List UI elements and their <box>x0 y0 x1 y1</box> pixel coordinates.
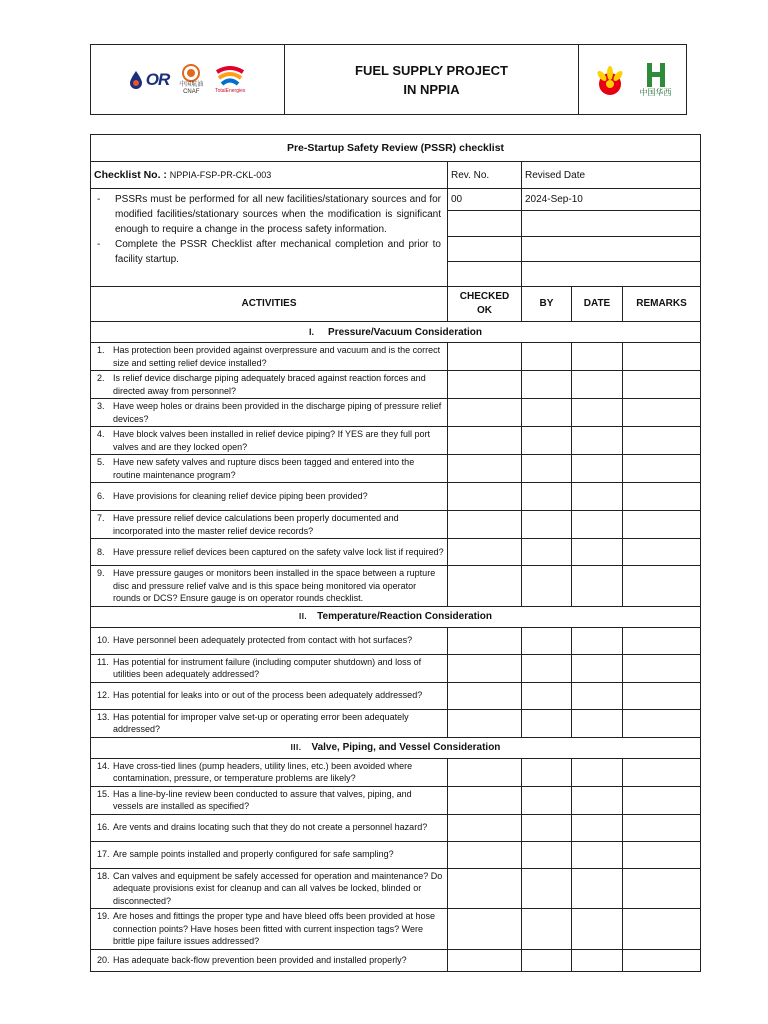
by-cell[interactable] <box>522 427 572 455</box>
petrochina-logo-icon <box>594 64 626 96</box>
section-title: Pressure/Vacuum Consideration <box>328 326 482 338</box>
checked-ok-cell[interactable] <box>448 654 522 682</box>
date-cell[interactable] <box>572 654 623 682</box>
rev-no-empty[interactable] <box>448 237 522 262</box>
checklist-item-row <box>91 841 701 868</box>
date-cell[interactable] <box>572 566 623 607</box>
note-item: - PSSRs must be performed for all new facilities/stationary sources and for modified facilities/stationary sources when the modification is significant enough to require a change in the process safety information. <box>97 194 441 235</box>
checklist-item-row <box>91 427 701 455</box>
item-question: Has potential for leaks into or out of the process been adequately addressed? <box>113 690 423 701</box>
date-cell[interactable] <box>572 758 623 786</box>
checklist-item-row <box>91 909 701 950</box>
item-number: 10. <box>97 635 110 646</box>
activity-cell <box>91 455 448 483</box>
checked-ok-cell[interactable] <box>448 483 522 511</box>
section-numeral: III. <box>290 743 302 752</box>
revised-date-empty[interactable] <box>522 211 701 237</box>
checked-ok-cell[interactable] <box>448 682 522 709</box>
cnaf-logo-en: CNAF <box>183 88 200 95</box>
by-cell[interactable] <box>522 455 572 483</box>
item-number: 1. <box>97 345 105 355</box>
item-number: 15. <box>97 788 110 799</box>
column-header-row <box>91 287 701 322</box>
checklist-item-row <box>91 511 701 539</box>
note-text: Complete the PSSR Checklist after mechanical completion and prior to facility startup. <box>115 239 441 265</box>
checked-ok-cell[interactable] <box>448 371 522 399</box>
date-cell[interactable] <box>572 399 623 427</box>
item-question: Have pressure relief devices been captured on the safety valve lock list if required? <box>113 546 444 557</box>
item-question: Have pressure relief device calculations been properly documented and incorporated into the master relief device records? <box>113 513 399 536</box>
by-cell[interactable] <box>522 371 572 399</box>
project-title-line2: IN NPPIA <box>403 81 460 97</box>
item-question: Are sample points installed and properly configured for safe sampling? <box>113 849 394 860</box>
checklist-item-row <box>91 343 701 371</box>
checklist-item-row <box>91 682 701 709</box>
by-cell[interactable] <box>522 539 572 566</box>
item-question: Are vents and drains locating such that they do not create a personnel hazard? <box>113 822 428 833</box>
item-question: Are hoses and fittings the proper type and have bleed offs been provided at hose connection points? Have hoses been fitted with current inspection tags? Were brittle pipe failure issues addressed? <box>113 911 436 946</box>
checklist-item-row <box>91 455 701 483</box>
item-number: 9. <box>97 568 105 578</box>
project-title-line1: FUEL SUPPLY PROJECT <box>355 62 508 78</box>
or-logo <box>128 70 170 90</box>
checked-ok-cell[interactable] <box>448 814 522 841</box>
activity-cell <box>91 399 448 427</box>
item-question: Have pressure gauges or monitors been installed in the space between a rupture disc and pressure relief valve and is this space being monitored via operator rounds or DCS? Ensure gauge is on operator rounds checklist. <box>113 568 436 603</box>
item-number: 2. <box>97 373 105 383</box>
activity-cell <box>91 868 448 909</box>
remarks-cell[interactable] <box>623 399 701 427</box>
checked-ok-cell[interactable] <box>448 758 522 786</box>
remarks-cell[interactable] <box>623 709 701 737</box>
item-number: 18. <box>97 870 110 881</box>
note-item: - Complete the PSSR Checklist after mechanical completion and prior to facility startup. <box>97 239 441 265</box>
remarks-cell[interactable] <box>623 343 701 371</box>
activity-cell <box>91 627 448 654</box>
remarks-cell[interactable] <box>623 539 701 566</box>
by-cell[interactable] <box>522 654 572 682</box>
item-question: Has potential for improper valve set-up or operating error been adequately addressed? <box>113 711 409 734</box>
activity-cell <box>91 539 448 566</box>
date-cell[interactable] <box>572 455 623 483</box>
rev-no-empty[interactable] <box>448 262 522 287</box>
date-cell[interactable] <box>572 343 623 371</box>
item-number: 12. <box>97 690 110 701</box>
by-cell[interactable] <box>522 709 572 737</box>
checklist-item-row <box>91 786 701 814</box>
date-cell[interactable] <box>572 709 623 737</box>
by-cell[interactable] <box>522 566 572 607</box>
activity-cell <box>91 709 448 737</box>
totalenergies-logo-text: TotalEnergies <box>215 87 246 94</box>
by-cell[interactable] <box>522 399 572 427</box>
item-question: Has adequate back-flow prevention been provided and installed properly? <box>113 954 407 965</box>
section-header <box>91 606 701 627</box>
date-cell[interactable] <box>572 511 623 539</box>
activity-cell <box>91 949 448 971</box>
section-numeral: II. <box>298 612 308 621</box>
remarks-cell[interactable] <box>623 868 701 909</box>
remarks-cell[interactable] <box>623 841 701 868</box>
revised-date-value: 2024-Sep-10 <box>522 189 701 211</box>
remarks-cell[interactable] <box>623 371 701 399</box>
totalenergies-logo <box>213 66 247 94</box>
checked-ok-cell[interactable] <box>448 566 522 607</box>
checked-ok-cell[interactable] <box>448 539 522 566</box>
remarks-cell[interactable] <box>623 627 701 654</box>
remarks-cell[interactable] <box>623 758 701 786</box>
remarks-cell[interactable] <box>623 682 701 709</box>
rev-no-label: Rev. No. <box>448 162 522 189</box>
checklist-number-label: Checklist No. : <box>94 169 167 181</box>
date-cell[interactable] <box>572 627 623 654</box>
date-cell[interactable] <box>572 949 623 971</box>
checked-ok-cell[interactable] <box>448 909 522 950</box>
item-question: Is relief device discharge piping adequately braced against reaction forces and directed away from personnel? <box>113 373 426 396</box>
cnaf-logo <box>179 64 203 96</box>
checklist-number-value: NPPIA-FSP-PR-CKL-003 <box>169 170 272 180</box>
cnaf-emblem-icon <box>180 64 202 82</box>
activity-cell <box>91 909 448 950</box>
by-cell[interactable] <box>522 909 572 950</box>
remarks-cell[interactable] <box>623 427 701 455</box>
item-number: 14. <box>97 760 110 771</box>
by-cell[interactable] <box>522 949 572 971</box>
activity-cell <box>91 343 448 371</box>
item-question: Have block valves been installed in relief device piping? If YES are they full port valves and are they locked open? <box>113 429 431 452</box>
remarks-cell[interactable] <box>623 949 701 971</box>
activity-cell <box>91 841 448 868</box>
activity-cell <box>91 654 448 682</box>
checklist-title: Pre-Startup Safety Review (PSSR) checklist <box>91 135 701 162</box>
drop-icon <box>128 70 144 90</box>
by-cell[interactable] <box>522 627 572 654</box>
item-question: Has potential for instrument failure (including computer shutdown) and loss of utilities been adequately addressed? <box>113 656 422 679</box>
item-question: Have weep holes or drains been provided in the discharge piping of pressure relief devices? <box>113 401 442 424</box>
checked-ok-cell[interactable] <box>448 868 522 909</box>
item-question: Have personnel been adequately protected from contact with hot surfaces? <box>113 635 413 646</box>
col-by: BY <box>522 287 572 322</box>
notes-row-1 <box>91 189 701 211</box>
checklist-item-row <box>91 949 701 971</box>
rev-no-empty[interactable] <box>448 211 522 237</box>
item-number: 4. <box>97 429 105 439</box>
item-number: 11. <box>97 656 109 667</box>
checked-ok-cell[interactable] <box>448 455 522 483</box>
revised-date-label: Revised Date <box>522 162 701 189</box>
section-header-row <box>91 322 701 343</box>
checked-ok-cell[interactable] <box>448 511 522 539</box>
checklist-meta-row <box>91 162 701 189</box>
item-number: 7. <box>97 513 105 523</box>
activity-cell <box>91 371 448 399</box>
remarks-cell[interactable] <box>623 814 701 841</box>
by-cell[interactable] <box>522 483 572 511</box>
checked-ok-cell[interactable] <box>448 709 522 737</box>
item-number: 16. <box>97 822 110 833</box>
section-numeral: I. <box>309 326 315 337</box>
by-cell[interactable] <box>522 814 572 841</box>
checked-ok-cell[interactable] <box>448 427 522 455</box>
date-cell[interactable] <box>572 814 623 841</box>
checklist-item-row <box>91 566 701 607</box>
activity-cell <box>91 566 448 607</box>
date-cell[interactable] <box>572 868 623 909</box>
activity-cell <box>91 682 448 709</box>
checklist-item-row <box>91 399 701 427</box>
by-cell[interactable] <box>522 868 572 909</box>
checklist-title-row <box>91 135 701 162</box>
date-cell[interactable] <box>572 427 623 455</box>
checklist-item-row <box>91 483 701 511</box>
remarks-cell[interactable] <box>623 511 701 539</box>
col-checked-ok: CHECKED OK <box>448 287 522 322</box>
col-activities: ACTIVITIES <box>91 287 448 322</box>
remarks-cell[interactable] <box>623 483 701 511</box>
client-logos <box>578 45 686 114</box>
remarks-cell[interactable] <box>623 455 701 483</box>
checklist-number-cell <box>91 162 448 189</box>
revised-date-empty[interactable] <box>522 262 701 287</box>
remarks-cell[interactable] <box>623 566 701 607</box>
by-cell[interactable] <box>522 682 572 709</box>
section-title: Temperature/Reaction Consideration <box>317 611 493 622</box>
checklist-item-row <box>91 654 701 682</box>
col-date: DATE <box>572 287 623 322</box>
date-cell[interactable] <box>572 682 623 709</box>
by-cell[interactable] <box>522 343 572 371</box>
date-cell[interactable] <box>572 483 623 511</box>
notes-cell <box>91 189 448 287</box>
remarks-cell[interactable] <box>623 909 701 950</box>
date-cell[interactable] <box>572 539 623 566</box>
checked-ok-cell[interactable] <box>448 841 522 868</box>
item-number: 3. <box>97 401 105 411</box>
activity-cell <box>91 483 448 511</box>
item-question: Have cross-tied lines (pump headers, utility lines, etc.) been avoided where contamination, pressure, or temperature problems are likely? <box>113 760 413 783</box>
col-remarks: REMARKS <box>623 287 701 322</box>
section-header-row <box>91 606 701 627</box>
by-cell[interactable] <box>522 786 572 814</box>
remarks-cell[interactable] <box>623 654 701 682</box>
section-header <box>91 737 701 758</box>
activity-cell <box>91 511 448 539</box>
item-question: Have provisions for cleaning relief device piping been provided? <box>113 491 368 502</box>
item-number: 19. <box>97 911 110 921</box>
item-question: Has a line-by-line review been conducted to assure that valves, piping, and vessels are installed as specified? <box>113 788 412 811</box>
checklist-item-row <box>91 371 701 399</box>
item-number: 6. <box>97 491 105 502</box>
date-cell[interactable] <box>572 371 623 399</box>
activity-cell <box>91 814 448 841</box>
activity-cell <box>91 786 448 814</box>
date-cell[interactable] <box>572 786 623 814</box>
by-cell[interactable] <box>522 758 572 786</box>
document-header <box>90 44 687 115</box>
item-question: Has protection been provided against overpressure and vacuum and is the correct size and setting relief device installed? <box>113 345 441 368</box>
by-cell[interactable] <box>522 841 572 868</box>
checklist-item-row <box>91 814 701 841</box>
checklist-item-row <box>91 709 701 737</box>
activity-cell <box>91 758 448 786</box>
date-cell[interactable] <box>572 909 623 950</box>
note-text: PSSRs must be performed for all new facilities/stationary sources and for modified facilities/stationary sources when the modification is significant enough to require a change in the process safety information. <box>115 194 441 235</box>
section-title: Valve, Piping, and Vessel Consideration <box>311 742 501 753</box>
revised-date-empty[interactable] <box>522 237 701 262</box>
partner-logos <box>91 45 285 114</box>
section-header <box>91 322 701 343</box>
checklist-item-row <box>91 539 701 566</box>
checked-ok-cell[interactable] <box>448 627 522 654</box>
checked-ok-cell[interactable] <box>448 399 522 427</box>
checklist-item-row <box>91 627 701 654</box>
section-header-row <box>91 737 701 758</box>
item-number: 20. <box>97 954 110 965</box>
item-number: 17. <box>97 849 110 860</box>
huaxi-logo-text: 中国华西 <box>639 87 672 97</box>
checklist-item-row <box>91 868 701 909</box>
pssr-checklist-table <box>90 134 701 972</box>
checked-ok-cell[interactable] <box>448 786 522 814</box>
item-question: Have new safety valves and rupture discs been tagged and entered into the routine maintenance program? <box>113 457 415 480</box>
item-question: Can valves and equipment be safely accessed for operation and maintenance? Do adequate provisions exist for cleanup and can all valves be locked, blinded or disconnected? <box>113 870 443 906</box>
totalenergies-emblem-icon <box>213 66 247 88</box>
cnaf-logo-cn: 中国航油 <box>179 81 204 88</box>
by-cell[interactable] <box>522 511 572 539</box>
checked-ok-cell[interactable] <box>448 343 522 371</box>
checklist-item-row <box>91 758 701 786</box>
remarks-cell[interactable] <box>623 786 701 814</box>
item-number: 13. <box>97 711 110 722</box>
huaxi-emblem-icon <box>645 62 667 88</box>
activity-cell <box>91 427 448 455</box>
project-title <box>285 45 578 114</box>
item-number: 5. <box>97 457 105 467</box>
rev-no-value: 00 <box>448 189 522 211</box>
or-logo-text: OR <box>145 69 170 89</box>
date-cell[interactable] <box>572 841 623 868</box>
huaxi-logo <box>640 62 672 98</box>
checked-ok-cell[interactable] <box>448 949 522 971</box>
item-number: 8. <box>97 546 105 557</box>
